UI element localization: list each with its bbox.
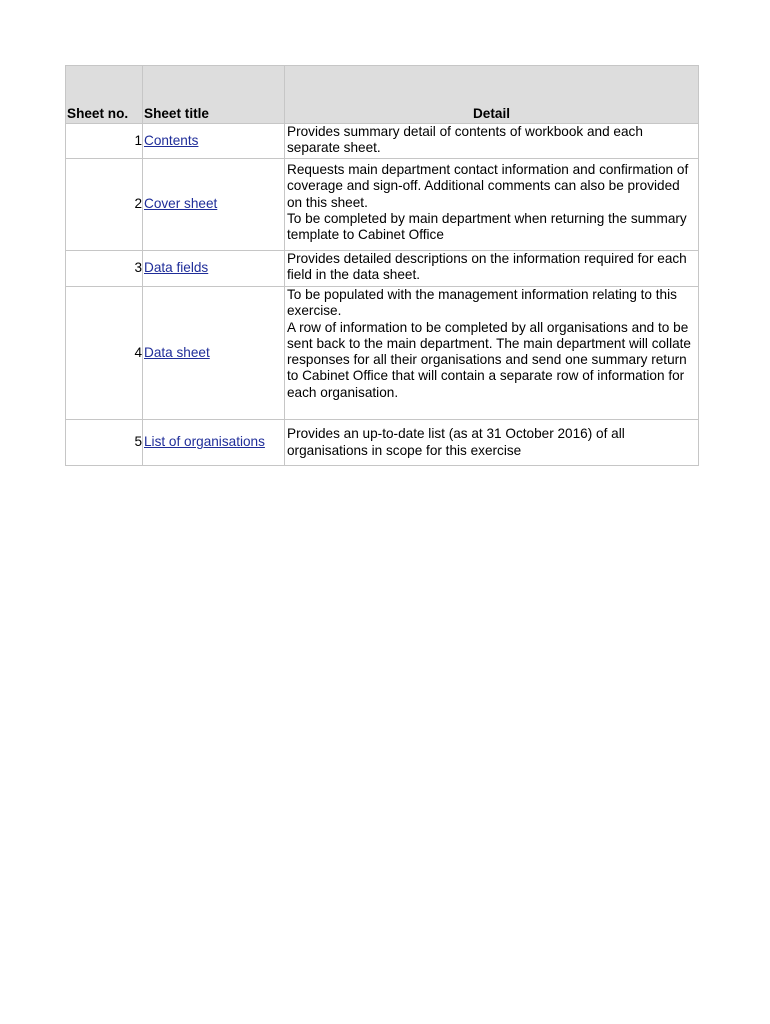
sheet-number: 1 — [66, 124, 143, 159]
header-detail: Detail — [285, 66, 699, 124]
detail-text: Provides an up-to-date list (as at 31 October 2016) of all organisations in scope for this exercise — [287, 426, 625, 458]
sheet-link-list-of-organisations[interactable]: List of organisations — [144, 434, 265, 450]
detail-text: To be populated with the management information relating to this exercise. — [287, 287, 677, 319]
contents-table — [65, 65, 699, 466]
sheet-link-contents[interactable]: Contents — [144, 132, 199, 148]
detail-text: To be completed by main department when returning the summary template to Cabinet Office — [287, 210, 687, 243]
header-sheet-no: Sheet no. — [66, 66, 143, 124]
table-row — [66, 124, 699, 159]
sheet-link-cover-sheet[interactable]: Cover sheet — [144, 196, 218, 212]
sheet-detail — [285, 287, 699, 420]
sheet-number: 4 — [66, 287, 143, 420]
detail-text: A row of information to be completed by all organisations and to be sent back to the main department. The main department will collate responses for all their organisations and send one summary return to Cabinet Office that will contain a separate row of information for each organisation. — [287, 319, 691, 400]
table-row — [66, 420, 699, 466]
detail-text: Requests main department contact information and confirmation of coverage and sign-off. Additional comments can also be provided on this sheet. — [287, 162, 689, 210]
sheet-number: 3 — [66, 251, 143, 287]
detail-text: Provides detailed descriptions on the information required for each field in the data sheet. — [287, 251, 687, 283]
sheet-link-data-sheet[interactable]: Data sheet — [144, 344, 210, 360]
sheet-link-data-fields[interactable]: Data fields — [144, 260, 209, 276]
sheet-number: 2 — [66, 159, 143, 251]
sheet-detail — [285, 159, 699, 251]
sheet-detail — [285, 124, 699, 159]
sheet-detail — [285, 420, 699, 466]
table-row — [66, 251, 699, 287]
sheet-detail — [285, 251, 699, 287]
table-row — [66, 287, 699, 420]
table-row — [66, 159, 699, 251]
detail-text: Provides summary detail of contents of workbook and each separate sheet. — [287, 124, 643, 156]
header-row — [66, 66, 699, 124]
header-sheet-title: Sheet title — [143, 66, 285, 124]
sheet-number: 5 — [66, 420, 143, 466]
